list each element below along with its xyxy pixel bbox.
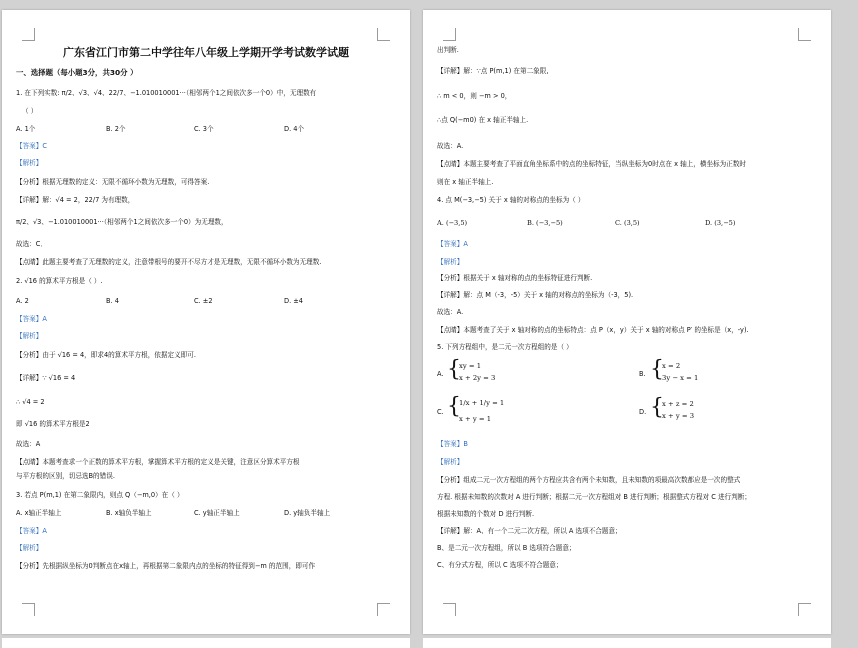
q4-choice: 故选：A. xyxy=(437,308,464,316)
q5-option-b-eq2: 3y − x = 1 xyxy=(662,374,699,382)
q2-answer: 【答案】A xyxy=(16,315,47,323)
q4-analysis-label: 【解析】 xyxy=(437,258,464,266)
q5-analysis-3: 根据未知数的个数对 D 进行判断. xyxy=(437,510,535,518)
q2-detail-3: 即 √16 的算术平方根是2 xyxy=(16,420,90,428)
q1-comment: 【点睛】此题主要考查了无理数的定义，注意带根号的要开不尽方才是无理数，无限不循环小数为无理数. xyxy=(16,258,322,266)
q5-option-c-eq1: 1/x + 1/y = 1 xyxy=(459,399,505,407)
q5-option-c-eq2: x + y = 1 xyxy=(459,415,492,423)
q5-option-a-label: A. xyxy=(437,370,444,378)
q2-detail-2: ∴ √4 = 2 xyxy=(16,398,45,406)
q5-option-d-eq2: x + y = 3 xyxy=(662,412,695,420)
section-heading: 一、选择题（每小题3分，共30分 ） xyxy=(16,68,138,77)
q4-option-b: B. (−3,−5) xyxy=(527,219,563,227)
q5-detail: 【详解】解：A、有一个二元二次方程，所以 A 选项不合题意； xyxy=(437,527,622,535)
q2-analysis: 【分析】由于 √16 = 4，即求4的算术平方根，依据定义即可. xyxy=(16,351,196,359)
q5-option-a-eq2: x + 2y = 3 xyxy=(459,374,496,382)
q5-option-b-eq1: x = 2 xyxy=(662,362,681,370)
q1-option-d: D. 4个 xyxy=(284,125,305,133)
q5-option-b-brace: { xyxy=(650,357,664,382)
q2-comment-2: 与平方根的区别，切忌选B的错误. xyxy=(16,472,115,480)
q3-option-d: D. y轴负半轴上 xyxy=(284,509,331,517)
q5-detail-3: C、有分式方程，所以 C 选项不符合题意； xyxy=(437,561,563,569)
q4-option-c: C. (3,5) xyxy=(615,219,640,227)
q3-detail: 【详解】解：∵点 P(m,1) 在第二象限, xyxy=(437,67,549,75)
q5-option-c-label: C. xyxy=(437,408,444,416)
document-title: 广东省江门市第二中学往年八年级上学期开学考试数学试题 xyxy=(63,46,349,59)
q1-analysis: 【分析】根据无理数的定义：无限不循环小数为无理数，可得答案. xyxy=(16,178,210,186)
question-1-paren: （ ） xyxy=(22,107,38,115)
q2-option-a: A. 2 xyxy=(16,297,29,305)
q4-detail: 【详解】解：点 M（-3，-5）关于 x 轴的对称点的坐标为（-3，5). xyxy=(437,291,634,299)
next-page-1-edge xyxy=(2,638,410,648)
q3-analysis-label: 【解析】 xyxy=(16,544,43,552)
q1-analysis-label: 【解析】 xyxy=(16,159,43,167)
q5-option-a-eq1: xy = 1 xyxy=(459,362,482,370)
next-page-2-edge xyxy=(423,638,831,648)
q4-option-a: A. (−3,5) xyxy=(437,219,468,227)
q3-comment-2: 则在 x 轴正半轴上. xyxy=(437,178,494,186)
q1-option-b: B. 2个 xyxy=(106,125,126,133)
q1-answer: 【答案】C xyxy=(16,142,47,150)
q4-option-d: D. (3,−5) xyxy=(705,219,736,227)
q4-analysis: 【分析】根据关于 x 轴对称的点的坐标特征进行判断. xyxy=(437,274,593,282)
q1-detail-2: π/2、√3、−1.010010001···（相邻两个1之间依次多一个0）为无理数， xyxy=(16,218,228,226)
question-1: 1. 在下列实数: π/2、√3、√4、22/7、−1.010010001···（相邻两个1之间依次多一个0）中，无理数有 xyxy=(16,89,317,97)
q2-option-c: C. ±2 xyxy=(194,297,213,305)
q3-option-a: A. x轴正半轴上 xyxy=(16,509,62,517)
q2-choice: 故选：A xyxy=(16,440,41,448)
q2-analysis-label: 【解析】 xyxy=(16,332,43,340)
q5-analysis: 【分析】组成二元一次方程组的两个方程应共含有两个未知数，且未知数的项最高次数都应是一次的整式 xyxy=(437,476,741,484)
q1-choice: 故选：C． xyxy=(16,240,47,248)
q3-analysis: 【分析】先根据纵坐标为0判断点在x轴上，再根据第二象限内点的坐标的特征得到−m 的范围，即可作 xyxy=(16,562,316,570)
document-page-2 xyxy=(423,10,831,634)
q4-comment: 【点睛】本题考查了关于 x 轴对称的点的坐标特点：点 P（x，y）关于 x 轴的对称点 P′ 的坐标是（x，-y). xyxy=(437,326,749,334)
q5-option-a-brace: { xyxy=(447,357,461,382)
q1-option-a: A. 1个 xyxy=(16,125,36,133)
q5-option-d-label: D. xyxy=(639,408,647,416)
q5-answer: 【答案】B xyxy=(437,440,468,448)
q3-detail-3: ∴点 Q(−m0) 在 x 轴正半轴上. xyxy=(437,116,529,124)
question-3: 3. 若点 P(m,1) 在第二象限内，则点 Q（−m,0）在（ ） xyxy=(16,491,184,499)
q4-answer: 【答案】A xyxy=(437,240,468,248)
question-5: 5. 下列方程组中，是二元一次方程组的是（ ） xyxy=(437,343,573,351)
q3-answer: 【答案】A xyxy=(16,527,47,535)
q5-option-d-eq1: x + z = 2 xyxy=(662,400,694,408)
q5-option-b-label: B. xyxy=(639,370,646,378)
q2-comment: 【点睛】本题考查求一个正数的算术平方根，掌握算术平方根的定义是关键，注意区分算术平方根 xyxy=(16,458,300,466)
q3-option-c: C. y轴正半轴上 xyxy=(194,509,240,517)
question-2: 2. √16 的算术平方根是（ ）. xyxy=(16,277,103,285)
q3-option-b: B. x轴负半轴上 xyxy=(106,509,152,517)
q1-option-c: C. 3个 xyxy=(194,125,214,133)
q5-analysis-2: 方程. 根据未知数的次数对 A 进行判断；根据二元一次方程组对 B 进行判断；根据整式方程对 C 进行判断； xyxy=(437,493,751,501)
q3-analysis-cont: 出判断. xyxy=(437,46,459,54)
q2-detail: 【详解】∵ √16 = 4 xyxy=(16,374,76,382)
document-page-1 xyxy=(2,10,410,634)
q3-choice: 故选：A. xyxy=(437,142,464,150)
q5-option-c-brace: { xyxy=(447,394,461,419)
q3-comment: 【点睛】本题主要考查了平面直角坐标系中的点的坐标特征，当纵坐标为0时点在 x 轴上，横坐标为正数时 xyxy=(437,160,747,168)
q2-option-b: B. 4 xyxy=(106,297,119,305)
q1-detail: 【详解】解：√4 = 2，22/7 为有理数， xyxy=(16,196,135,204)
question-4: 4. 点 M(−3,−5) 关于 x 轴的对称点的坐标为（ ） xyxy=(437,196,585,204)
q3-detail-2: ∴ m < 0，则 −m > 0， xyxy=(437,92,512,100)
q5-option-d-brace: { xyxy=(650,395,664,420)
q5-detail-2: B、是二元一次方程组，所以 B 选项符合题意； xyxy=(437,544,576,552)
q5-analysis-label: 【解析】 xyxy=(437,458,464,466)
q2-option-d: D. ±4 xyxy=(284,297,303,305)
